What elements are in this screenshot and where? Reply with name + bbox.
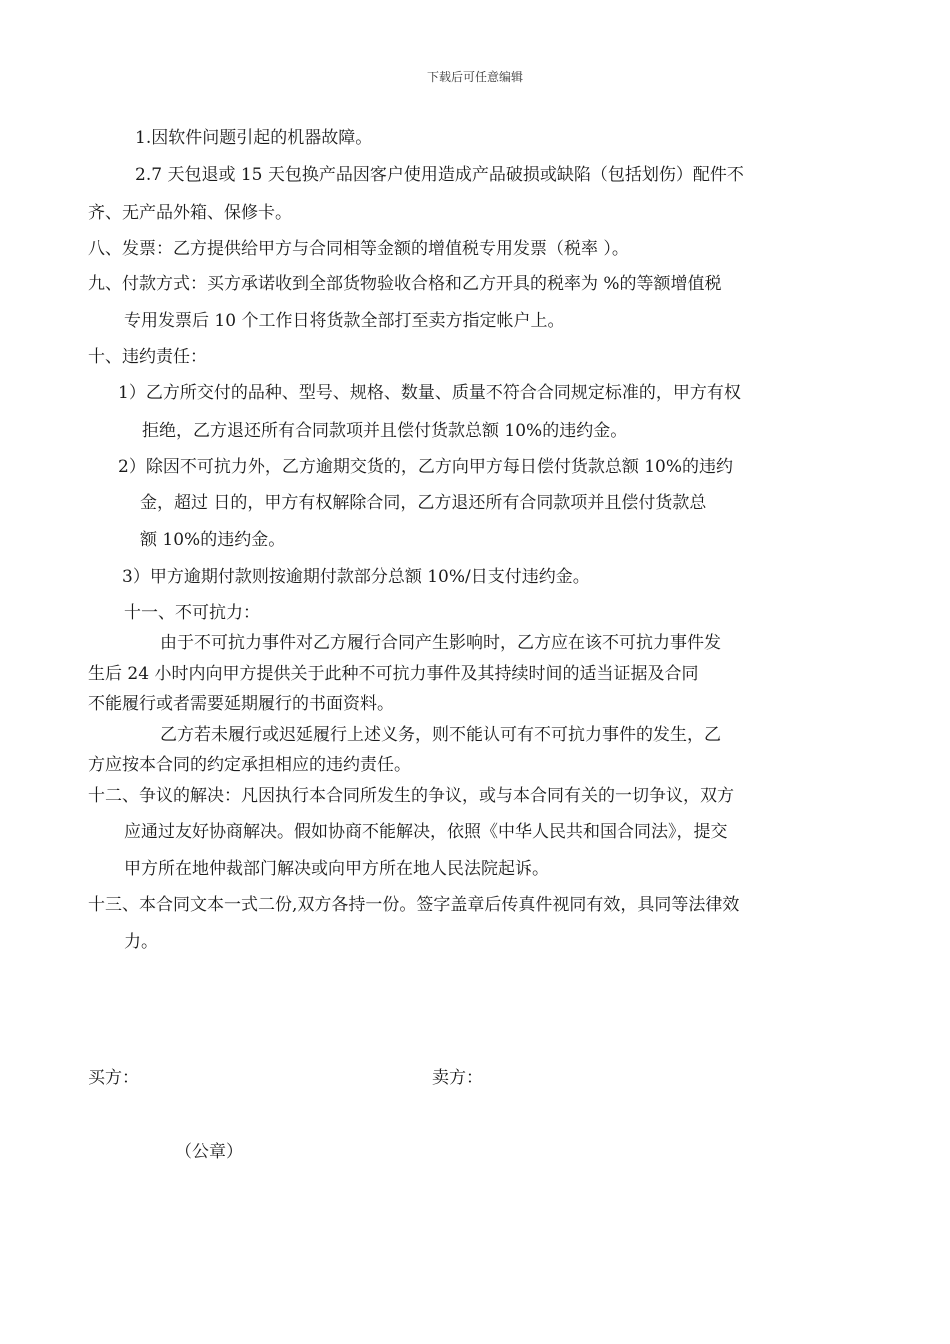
text-line: 甲方所在地仲裁部门解决或向甲方所在地人民法院起诉。 <box>124 859 549 879</box>
text-line: 1.因软件问题引起的机器故障。 <box>135 128 373 148</box>
text-line: 拒绝，乙方退还所有合同款项并且偿付货款总额 10%的违约金。 <box>142 421 628 441</box>
buyer-label: 买方： <box>88 1068 139 1088</box>
text-line: 生后 24 小时内向甲方提供关于此种不可抗力事件及其持续时间的适当证据及合同 <box>88 664 699 684</box>
text-line: 2.7 天包退或 15 天包换产品因客户使用造成产品破损或缺陷（包括划伤）配件不 <box>135 165 744 185</box>
text-line: 2）除因不可抗力外，乙方逾期交货的，乙方向甲方每日偿付货款总额 10%的违约 <box>118 457 734 477</box>
text-line: 十一、不可抗力： <box>124 603 260 623</box>
text-line: 金，超过 日的，甲方有权解除合同，乙方退还所有合同款项并且偿付货款总 <box>140 493 707 513</box>
text-line: 十三、本合同文本一式二份,双方各持一份。签字盖章后传真件视同有效，具同等法律效 <box>88 895 740 915</box>
text-line: 齐、无产品外箱、保修卡。 <box>88 203 292 223</box>
text-line: 额 10%的违约金。 <box>140 530 286 550</box>
seal-label: （公章） <box>175 1142 243 1162</box>
text-line: 十二、争议的解决：凡因执行本合同所发生的争议，或与本合同有关的一切争议，双方 <box>88 786 734 806</box>
text-line: 九、付款方式：买方承诺收到全部货物验收合格和乙方开具的税率为 %的等额增值税 <box>88 274 722 294</box>
text-line: 不能履行或者需要延期履行的书面资料。 <box>88 694 394 714</box>
text-line: 应通过友好协商解决。假如协商不能解决，依照《中华人民共和国合同法》，提交 <box>124 822 728 842</box>
text-line: 由于不可抗力事件对乙方履行合同产生影响时，乙方应在该不可抗力事件发 <box>160 633 721 653</box>
text-line: 3）甲方逾期付款则按逾期付款部分总额 10%/日支付违约金。 <box>122 567 590 587</box>
text-line: 方应按本合同的约定承担相应的违约责任。 <box>88 755 411 775</box>
text-line: 力。 <box>124 932 158 952</box>
text-line: 八、发票：乙方提供给甲方与合同相等金额的增值税专用发票（税率 ）。 <box>88 239 629 259</box>
page-header: 下载后可任意编辑 <box>426 70 523 84</box>
text-line: 十、违约责任： <box>88 347 207 367</box>
seller-label: 卖方： <box>432 1068 483 1088</box>
text-line: 1）乙方所交付的品种、型号、规格、数量、质量不符合合同规定标准的，甲方有权 <box>118 383 741 403</box>
text-line: 专用发票后 10 个工作日将货款全部打至卖方指定帐户上。 <box>124 311 565 331</box>
text-line: 乙方若未履行或迟延履行上述义务，则不能认可有不可抗力事件的发生，乙 <box>160 725 721 745</box>
